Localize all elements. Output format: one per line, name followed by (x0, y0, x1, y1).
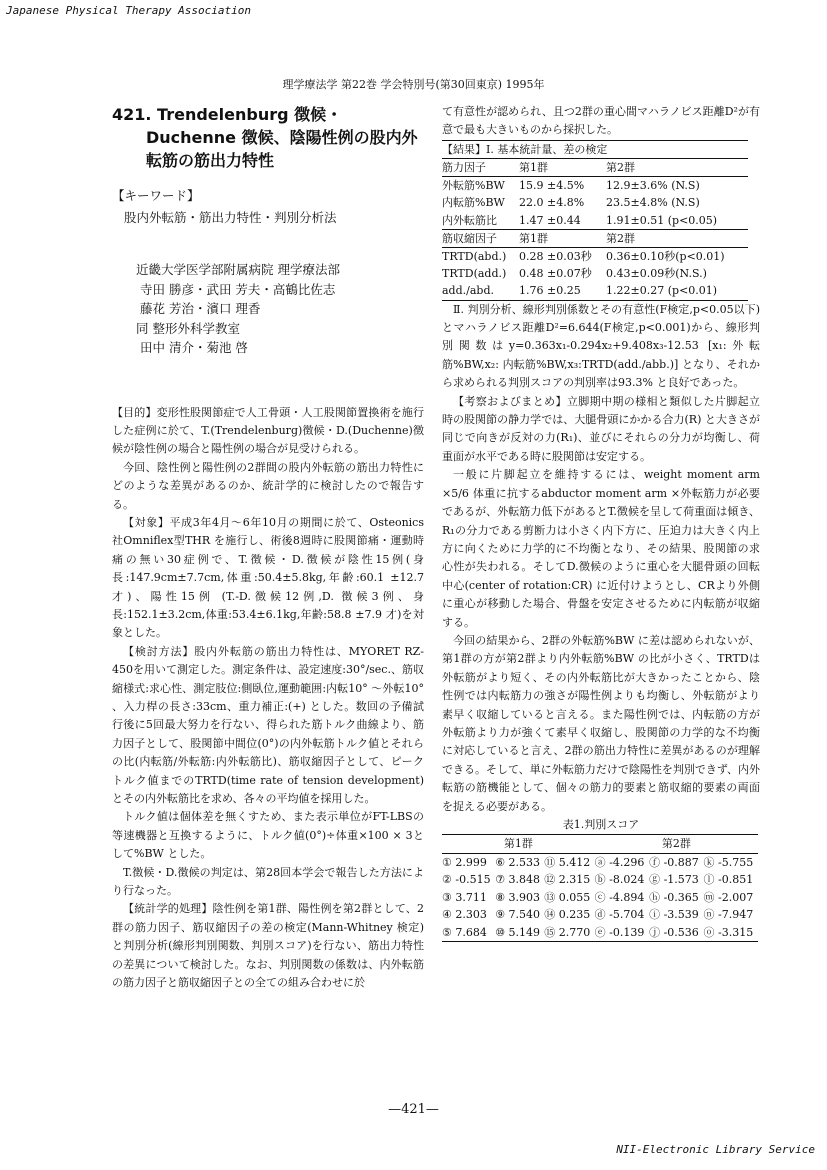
methods-paragraph: 【検討方法】股内外転筋の筋出力特性は、MYORET RZ-450を用いて測定した。測定条件は、設定速度:30°/sec.、筋収縮様式:求心性、測定肢位:側臥位,運動範囲:内転10° ～外転10° 、入力桿の長さ:33cm、重力補正:(+) とした。数回の予備試行後に5回最大努力を行ない、得られた筋トルク曲線より、筋力因子として、股関節中間位(0°)の内外転筋トルク値とそれらの比(内転筋/外転筋:内外転筋比)、筋収縮因子として、ピークトルク値までのTRTD(time rate of tension development)とその内外転筋比を求め、各々の平均値を採用した。 (112, 644, 424, 806)
table-cell: ⓕ -0.887 (649, 855, 699, 869)
page-number: —421— (388, 1102, 439, 1117)
table-header-cell: 第1群 (519, 231, 548, 245)
table-cell: ⑦ 3.848 (495, 873, 541, 887)
journal-citation: 理学療法学 第22巻 学会特別号(第30回東京) 1995年 (282, 78, 545, 91)
table-header-cell: 第2群 (661, 837, 691, 851)
table-cell: ⑫ 2.315 (544, 873, 591, 887)
right-body-top (442, 103, 760, 140)
table-header-cell: 筋力因子 (442, 161, 486, 175)
score-table (442, 834, 758, 942)
table-cell: ⓓ -5.704 (594, 908, 645, 922)
affiliation (136, 260, 424, 358)
table-cell: 1.91±0.51 (p<0.05) (606, 213, 718, 227)
table-cell: ⑨ 7.540 (495, 908, 541, 922)
table-row (442, 871, 758, 889)
table-cell: 0.48 ±0.07秒 (519, 267, 592, 281)
table-row (442, 924, 758, 942)
table-cell: 1.22±0.27 (p<0.01) (606, 284, 718, 298)
table-header-row (442, 159, 748, 177)
table-cell: ⑧ 3.903 (495, 890, 541, 904)
table-cell: ⓙ -0.536 (649, 925, 699, 939)
body-paragraph: トルク値は個体差を無くすため、また表示単位がFT-LBSの等速機器と互換するように、トルク値(0°)÷体重×100 × 3として%BW とした。 (112, 810, 424, 861)
table-row (442, 265, 748, 282)
table-cell: ⓐ -4.296 (594, 855, 645, 869)
table-cell: ⑮ 2.770 (544, 925, 591, 939)
table-cell: ⓚ -5.755 (703, 855, 754, 869)
table-cell: ⓝ -7.947 (703, 908, 754, 922)
statistics-paragraph: 【統計学的処理】陰性例を第1群、陽性例を第2群として、2群の筋力因子、筋収縮因子の差の検定(Mann-Whitney 検定)と判別分析(線形判別関数、判別スコア)を行ない、筋出力特性の差異について検討した。なお、判別関数の係数は、内外転筋の筋力因子と筋収縮因子との全ての組み合わせに於 (112, 902, 424, 990)
table-cell: ⑭ 0.235 (544, 908, 591, 922)
table-cell: ⓛ -0.851 (703, 873, 754, 887)
table-row (442, 177, 748, 195)
body-paragraph: て有意性が認められ、且つ2群の重心間マハラノビス距離D²が有意で最も大きいものから採択した。 (442, 105, 760, 137)
service-footer: NII-Electronic Library Service (616, 1143, 815, 1156)
table-cell: ⓖ -1.573 (649, 873, 699, 887)
table-cell: 0.43±0.09秒(N.S.) (606, 267, 707, 281)
table-cell: 内転筋%BW (442, 196, 505, 210)
table-header-cell: 第2群 (606, 231, 636, 245)
table-header-cell: 第2群 (606, 161, 636, 175)
table-row (442, 248, 748, 266)
right-body (442, 301, 760, 816)
author-line: 藤花 芳治・濱口 理香 (136, 301, 261, 316)
table-header-cell: 第1群 (519, 161, 548, 175)
results-heading: 【結果】Ⅰ. 基本統計量、差の検定 (442, 142, 608, 156)
table-row (442, 212, 748, 230)
table-row (442, 906, 758, 924)
table-caption: 表1.判別スコア (562, 818, 640, 832)
keywords-heading: 【キーワード】 (112, 188, 200, 203)
table-row (442, 853, 758, 871)
right-column (442, 103, 760, 942)
table-row (442, 282, 748, 300)
table-cell: 1.76 ±0.25 (519, 284, 581, 298)
table-header-cell: 筋収縮因子 (442, 231, 497, 245)
table-cell: 外転筋%BW (442, 179, 505, 193)
left-column (112, 103, 424, 993)
keywords: 股内外転筋・筋出力特性・判別分析法 (124, 210, 337, 225)
table-cell: add./abd. (442, 284, 494, 298)
affiliation-line: 近畿大学医学部附属病院 理学療法部 (136, 262, 340, 277)
article-title: 421. Trendelenburg 徴候・Duchenne 徴候、陰陽性例の股内外転筋の筋出力特性 (112, 105, 418, 170)
table-cell: 0.36±0.10秒(p<0.01) (606, 250, 725, 264)
body-paragraph: T.徴候・D.徴候の判定は、第28回本学会で報告した方法により行なった。 (112, 865, 424, 898)
author-line: 田中 清介・菊池 啓 (136, 340, 248, 355)
purpose-paragraph: 【目的】変形性股関節症で人工骨頭・人工股関節置換術を施行した症例に於て、T.(Trendelenburg)徴候・D.(Duchenne)徴候が陰性例の場合と陽性例の場合が見受けられる。 (112, 405, 424, 456)
table-cell: 1.47 ±0.44 (519, 213, 581, 227)
discussion-paragraph: 【考察およびまとめ】立脚期中期の様相と類似した片脚起立時の股関節の静力学では、大腿骨頭にかかる合力(R) と大きさが同じで向きが反対の力(R₁)、並びにそれらの分力が均衡し、荷重面が水平である時に股関節は安定する。 (442, 394, 760, 463)
author-line: 寺田 勝彦・武田 芳夫・高鶴比佐志 (136, 281, 336, 297)
table-cell: 15.9 ±4.5% (519, 179, 585, 193)
body-paragraph: 今回の結果から、2群の外転筋%BW に差は認められないが、第1群の方が第2群より内外転筋%BW の比が小さく、TRTDは外転筋がより短く、その内外転筋比が大きかったことから、陰性例では内転筋力の強さが陽性例よりも均衡し、外転筋がより素早く収縮していると言える。また陽性例では、内転筋の方が外転筋より力が強くて素早く収縮し、股関節の力学的な不均衡に対応していると言え、2群の筋出力特性に差異があるのが理解できる。そして、単に外転筋力だけで陰陽性を判別できず、内外転筋の筋機能として、個々の筋力的要素と筋収縮的要素の両面を捉える必要がある。 (442, 633, 760, 813)
table-cell: ① 2.999 (442, 855, 487, 869)
results-table (442, 140, 748, 301)
subjects-paragraph: 【対象】平成3年4月～6年10月の期間に於て、Osteonics 社Omniflex型THR を施行し、術後8週時に股関節痛・運動時痛の無い30症例で、T.徴候・D.徴候が陰性15例(身長:147.9cm±7.7cm,体重:50.4±5.8kg,年齢:60.1 ±12.7才)、陽性15例 (T.-D.徴候12例,D. 徴候3例、身長:152.1±3.2cm,体重:53.4±6.1kg,年齢:58.8 ±7.9 才)を対象とした。 (112, 515, 424, 640)
table-cell: ⑪ 5.412 (544, 855, 591, 869)
table-cell: TRTD(abd.) (442, 250, 507, 264)
table-cell: ③ 3.711 (442, 890, 487, 904)
table-cell: ⓑ -8.024 (594, 873, 645, 887)
table-cell: ⑩ 5.149 (495, 925, 541, 939)
table-header-row (442, 229, 748, 247)
table-header-cell: 第1群 (503, 837, 533, 851)
table-cell: ④ 2.303 (442, 908, 487, 922)
table-row (442, 889, 758, 907)
analysis-paragraph: Ⅱ. 判別分析、線形判別係数とその有意性(F検定,p<0.05以下)とマハラノビス距離D²=6.644(F検定,p<0.001)から、線形判別関数はy=0.363x₁-0.294x₂+9.408x₃-12.53 [x₁:外転筋%BW,x₂: 内転筋%BW,x₃:TRTD(add./abb.)] となり、それから求められる判別スコアの判別率は93.3% と良好であった。 (442, 302, 760, 390)
left-body (112, 404, 424, 993)
table-cell: 22.0 ±4.8% (519, 196, 585, 210)
table-cell: ⑥ 2.533 (495, 855, 541, 869)
table-cell: ⓜ -2.007 (703, 890, 754, 904)
table-cell: TRTD(add.) (442, 267, 507, 281)
table-cell: 12.9±3.6% (N.S) (606, 179, 700, 193)
affiliation-line: 同 整形外科学教室 (136, 320, 240, 336)
table-cell: ⑤ 7.684 (442, 925, 487, 939)
table-cell: ⓒ -4.894 (594, 890, 645, 904)
table-row (442, 194, 748, 211)
table-cell: ⓔ -0.139 (594, 925, 645, 939)
table-cell: ⓞ -3.315 (703, 925, 754, 939)
body-paragraph: 今回、陰性例と陽性例の2群間の股内外転筋の筋出力特性にどのような差異があるのか、統計学的に検討したので報告する。 (112, 460, 424, 511)
table-cell: ② -0.515 (442, 873, 491, 887)
table-cell: 23.5±4.8% (N.S) (606, 196, 700, 210)
table-cell: 0.28 ±0.03秒 (519, 250, 592, 264)
table-cell: ⓗ -0.365 (649, 890, 699, 904)
table-cell: ⓘ -3.539 (649, 908, 699, 922)
table-header-row (442, 835, 758, 854)
table-cell: ⑬ 0.055 (544, 890, 591, 904)
association-header: Japanese Physical Therapy Association (6, 4, 252, 17)
body-paragraph: 一般に片脚起立を維持するには、weight moment arm ×5/6 体重に抗するabductor moment arm ×外転筋力が必要であるが、外転筋力低下があるとT.徴候を呈して荷重面は傾き、R₁の分力である剪断力は小さく内下方に、圧迫力は大きく内上方に向くために力学的に不均衡となり、その結果、股関節の求心性が失われる。そしてD.徴候のように重心を大腿骨頭の回転中心(center of rotation:CR) に近付けようとし、CRより外側に重心が移動した場合、骨盤を安定させるために内転筋が収縮する。 (442, 468, 760, 629)
table-cell: 内外転筋比 (442, 213, 497, 227)
